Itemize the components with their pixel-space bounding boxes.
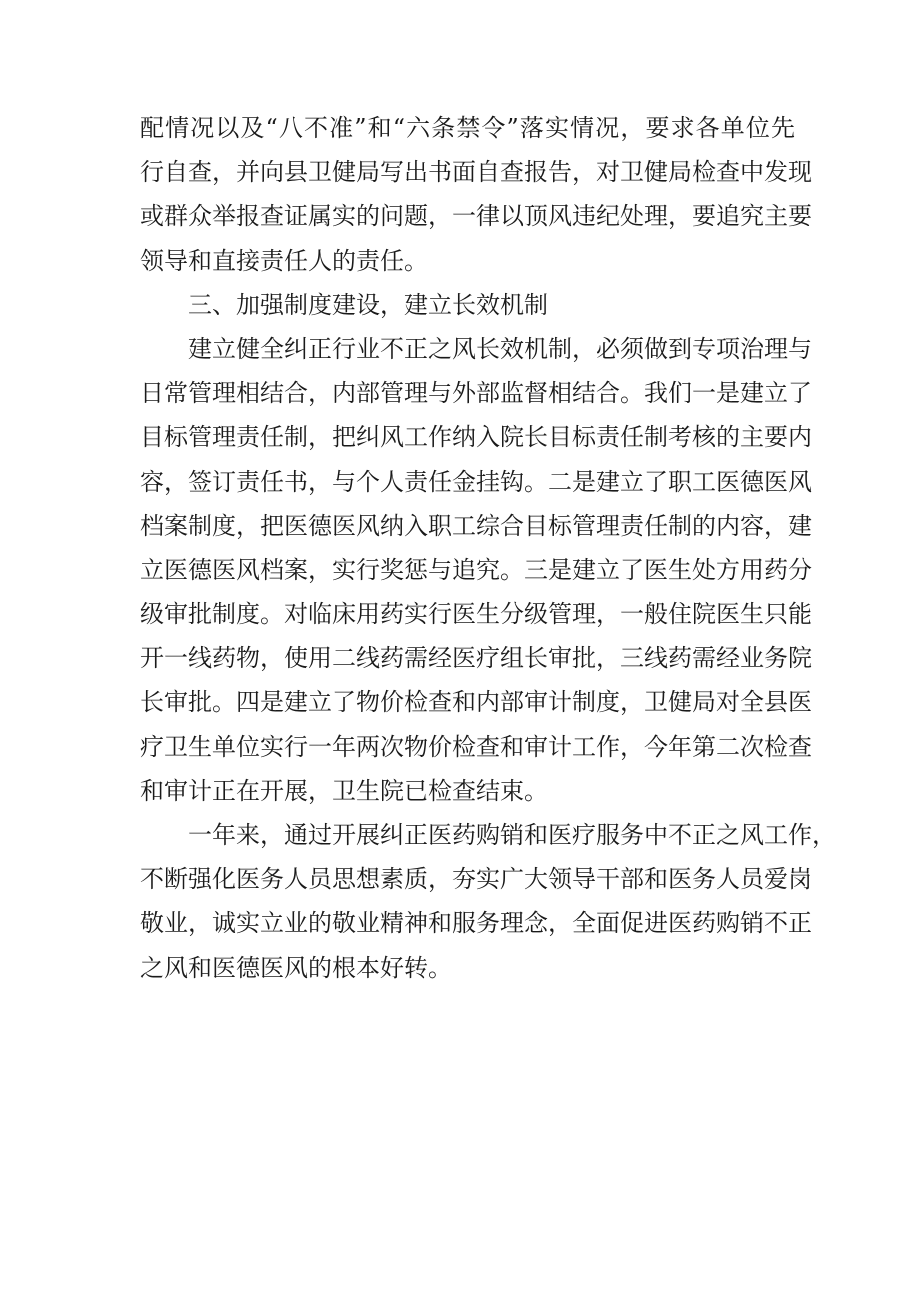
text-line: 长审批。四是建立了物价检查和内部审计制度，卫健局对全县医 bbox=[140, 688, 812, 717]
text-line: 一年来，通过开展纠正医药购销和医疗服务中不正之风工作， bbox=[188, 821, 836, 849]
text-line: 目标管理责任制，把纠风工作纳入院长目标责任制考核的主要内 bbox=[140, 423, 812, 452]
text-line: 开一线药物，使用二线药需经医疗组长审批，三线药需经业务院 bbox=[140, 644, 812, 673]
text-line: 配情况以及“八不准”和“六条禁令”落实情况，要求各单位先 bbox=[140, 114, 795, 142]
text-line: 档案制度，把医德医风纳入职工综合目标管理责任制的内容，建 bbox=[140, 511, 812, 540]
text-line: 疗卫生单位实行一年两次物价检查和审计工作，今年第二次检查 bbox=[140, 732, 812, 761]
text-line: 或群众举报查证属实的问题，一律以顶风违纪处理，要追究主要 bbox=[140, 202, 812, 231]
text-line: 和审计正在开展，卫生院已检查结束。 bbox=[140, 776, 548, 805]
text-line: 不断强化医务人员思想素质，夯实广大领导干部和医务人员爱岗 bbox=[140, 865, 812, 894]
text-line: 日常管理相结合，内部管理与外部监督相结合。我们一是建立了 bbox=[140, 379, 812, 408]
text-line: 级审批制度。对临床用药实行医生分级管理，一般住院医生只能 bbox=[140, 600, 812, 629]
paragraph-summary bbox=[140, 813, 836, 990]
text-line: 立医德医风档案，实行奖惩与追究。三是建立了医生处方用药分 bbox=[140, 555, 812, 584]
text-line: 容，签订责任书，与个人责任金挂钩。二是建立了职工医德医风 bbox=[140, 467, 812, 496]
text-line: 之风和医德医风的根本好转。 bbox=[140, 953, 452, 982]
section-heading-text: 三、加强制度建设，建立长效机制 bbox=[188, 290, 548, 319]
section-heading bbox=[140, 283, 795, 327]
text-line: 建立健全纠正行业不正之风长效机制，必须做到专项治理与 bbox=[188, 334, 812, 363]
paragraph-mechanism bbox=[140, 327, 812, 813]
text-line: 敬业，诚实立业的敬业精神和服务理念，全面促进医药购销不正 bbox=[140, 909, 812, 938]
paragraph-continuation bbox=[140, 106, 812, 283]
document-body bbox=[140, 106, 836, 990]
text-line: 行自查，并向县卫健局写出书面自查报告，对卫健局检查中发现 bbox=[140, 158, 812, 187]
text-line: 领导和直接责任人的责任。 bbox=[140, 246, 428, 275]
